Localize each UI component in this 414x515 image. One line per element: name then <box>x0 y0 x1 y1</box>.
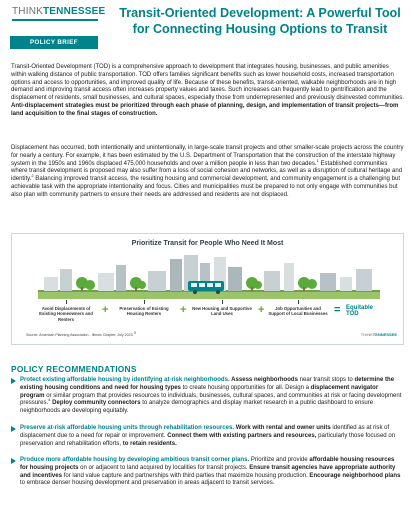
intro-p2-text-b: Established communities where transit development is proposed may also suffer from a loss of social cohesion and networks, as well as a disruption of cultural heritage and identity. <box>11 160 403 183</box>
rec3-text-1: Prioritize and provide <box>249 457 310 463</box>
think-tennessee-logo <box>12 6 104 21</box>
infographic-logo-think: THINK <box>360 332 373 337</box>
rec1-bold-4: Deploy community connectors <box>50 400 141 407</box>
recommendation-1 <box>11 377 404 416</box>
footnote-ref-3[interactable]: 3 <box>133 330 136 335</box>
intro-p1-emphasis: Anti-displacement strategies must be prioritized through each phase of planning, design, and implementation of transit projects—from land acquisition to the final stages of construction. <box>11 102 399 117</box>
rec3-bold-2: Ensure transit agencies have appropriate authority and incentives <box>20 464 396 479</box>
rec1-bold-2: determine the existing housing conditions and need for housing types <box>20 377 395 391</box>
page-header <box>0 0 414 52</box>
triangle-bullet-icon <box>11 458 16 464</box>
policy-brief-badge: POLICY BRIEF <box>10 36 98 49</box>
ground-strip <box>38 291 380 299</box>
equation-item-label: Preservation of Existing Housing Renters <box>119 306 169 317</box>
intro-paragraph-1 <box>11 64 405 118</box>
title-line-1: Transit-Oriented Development: A Powerful Tool <box>119 6 401 20</box>
plus-icon: + <box>180 304 187 316</box>
rec3-text-4: to embrace denser housing development and preservation in areas adjacent to transit services. <box>20 480 275 487</box>
equation-item-avoid-displacement <box>36 300 96 322</box>
city-transit-illustration <box>38 251 380 299</box>
rec3-text-2: on or adjacent to land acquired by localities for transit projects. <box>78 464 250 471</box>
rec2-bold-2: Connect them with existing partners and resources, <box>167 432 317 439</box>
intro-p2-text-c: Balancing improved transit access, the resulting housing and commercial development, and community engagement is a challenging but achievable task with the appropriate intentionality and focus. Cities and municipalities must be prepared to not only engage with communities but also plan with community partners to ensure their needs are addressed and residents are not displaced. <box>11 176 401 198</box>
equation-item-jobs <box>268 300 328 317</box>
tod-infographic <box>11 233 404 345</box>
plus-icon: + <box>258 304 265 316</box>
title-line-2: for Connecting Housing Options to Transit <box>132 21 388 36</box>
equitable-tod-result: Equitable TOD <box>346 305 374 317</box>
equals-icon: = <box>334 304 341 316</box>
rec3-text-3: for land value capture and partnerships with third parties that maximize housing production. <box>62 472 310 479</box>
intro-p2-text-a: Displacement has occurred, both intentionally and unintentionally, in large-scale transit projects and other smaller-scale projects across the country for nearly a century. For example, it has been estimated by the U.S. Department of Transportation that the construction of the interstate highway system in the 1950s and 1960s displaced 475,000 households and over a million people in less than two decades. <box>11 145 404 167</box>
rec1-text-1: near transit stops to <box>297 377 355 383</box>
infographic-title: Prioritize Transit for People Who Need It Most <box>131 240 284 247</box>
equation-item-label: Avoid Displacements of Existing Homeowners and Renters <box>39 306 93 322</box>
rec2-bold-1: Work with rental and owner units <box>234 425 331 431</box>
equation-item-label: New Housing and Supportive Land Uses <box>192 306 252 317</box>
equation-row <box>36 300 382 330</box>
rec1-text-3: or similar program that provides resources to individuals, businesses, cultural spaces, and communities at risk or facing development pressures. <box>20 392 402 407</box>
intro-p1-text: Transit-Oriented Development (TOD) is a comprehensive approach to development that integrates housing, businesses, and public amenities within walking distance of public transportation. TOD offers families significant benefits such as lower household costs, increased transportation options and access to opportunities, and improved quality of life. Because of these benefits, transit-oriented, walkable neighborhoods are in high demand and improving transit access often increases property values and taxes. Such increases can frequently lead to gentrification and the displacement of residents, small businesses, and cultural spaces, especially those from underrepresented and previously disinvested communities. <box>11 64 404 101</box>
policy-recommendations-heading: POLICY RECOMMENDATIONS <box>11 364 137 374</box>
rec1-bold-3: displacement navigator program <box>20 384 379 399</box>
source-text: Source: American Planning Association - Illinois Chapter, July 2023. <box>26 333 134 338</box>
intro-paragraph-2 <box>11 145 405 199</box>
triangle-bullet-icon <box>11 378 16 384</box>
recommendation-2-lead: Preserve at-risk affordable housing units through rehabilitation resources. <box>20 425 235 431</box>
triangle-bullet-icon <box>11 426 16 432</box>
infographic-source <box>26 330 136 338</box>
page-title <box>112 6 408 37</box>
logo-think-text: THINK <box>12 6 43 17</box>
equation-item-label: Job Opportunities and Support of Local Businesses <box>268 306 328 317</box>
recommendation-3-lead: Produce more affordable housing by developing ambitious transit corner plans. <box>20 457 250 463</box>
rec1-text-4: to analyze demographics and display market research in a public dashboard to ensure neighborhoods are developing equitably. <box>20 400 374 415</box>
rec2-bold-3: to retain residents. <box>122 440 177 447</box>
logo-underline <box>12 19 98 21</box>
plus-icon: + <box>102 304 109 316</box>
recommendation-1-lead: Protect existing affordable housing by identifying at-risk neighborhoods. <box>20 377 230 383</box>
footnote-ref-4[interactable]: 4 <box>48 397 51 403</box>
equation-item-new-housing <box>192 300 252 317</box>
equation-item-preservation <box>114 300 174 317</box>
rec3-bold-1: affordable housing resources for housing projects <box>20 457 395 471</box>
rec2-text-1: identified as at risk of displacement due to a need for repair or improvement. <box>20 425 390 439</box>
infographic-logo-tennessee: TENNESSEE <box>372 332 397 337</box>
rec1-bold-1: Assess neighborhoods <box>229 377 298 383</box>
recommendation-2 <box>11 425 404 448</box>
footnote-ref-2[interactable]: 2 <box>31 173 34 179</box>
footnote-ref-1[interactable]: 1 <box>316 157 319 163</box>
rec1-text-2: to create housing opportunities for all. Design a <box>180 384 311 391</box>
rec3-bold-3: Encourage neighborhood plans <box>309 472 401 479</box>
rec2-text-2: particularly those focused on preservation and rehabilitation efforts, <box>20 432 396 447</box>
logo-tennessee-text: TENNESSEE <box>43 6 106 17</box>
recommendation-3 <box>11 457 404 488</box>
infographic-logo <box>361 332 397 337</box>
